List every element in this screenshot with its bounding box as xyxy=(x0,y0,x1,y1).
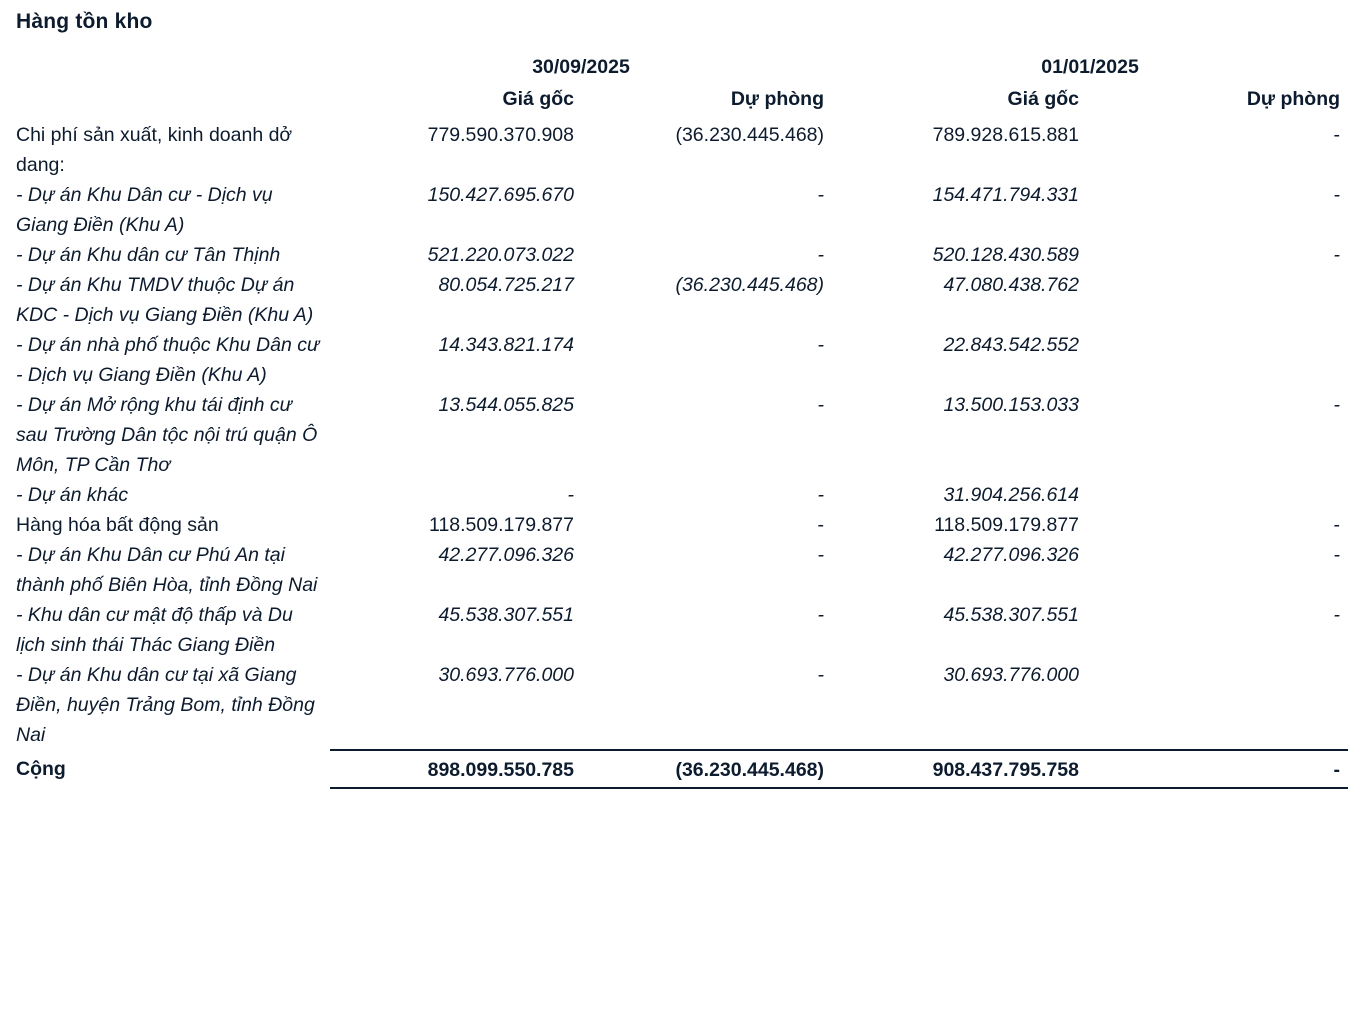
row-label: - Dự án Khu Dân cư Phú An tại thành phố Biên Hòa, tỉnh Đồng Nai xyxy=(16,544,318,596)
cell-provision-current: - xyxy=(817,604,825,626)
cell-provision-prior xyxy=(1087,480,1348,510)
cell-cost-prior: 45.538.307.551 xyxy=(943,604,1080,626)
header-cost-current: Giá gốc xyxy=(502,88,574,110)
table-row xyxy=(0,600,1348,660)
cell-cost-current: 779.590.370.908 xyxy=(427,124,574,146)
cell-provision-prior xyxy=(1087,330,1348,390)
cell-cost-prior: 789.928.615.881 xyxy=(932,124,1080,146)
cell-cost-prior: 42.277.096.326 xyxy=(943,544,1080,566)
table-body xyxy=(0,120,1348,788)
cell-cost-prior: 13.500.153.033 xyxy=(943,394,1080,416)
table-row xyxy=(0,330,1348,390)
header-row-subcolumns xyxy=(0,84,1348,120)
cell-provision-current: (36.230.445.468) xyxy=(675,124,825,146)
cell-cost-prior: 22.843.542.552 xyxy=(943,334,1080,356)
header-subcol-blank xyxy=(0,84,330,120)
table-row xyxy=(0,480,1348,510)
header-label-blank xyxy=(0,52,330,84)
cell-provision-prior: - xyxy=(1333,244,1341,266)
cell-cost-current: 14.343.821.174 xyxy=(438,334,574,356)
cell-cost-current: 150.427.695.670 xyxy=(427,184,574,206)
table-row xyxy=(0,540,1348,600)
row-label: - Dự án khác xyxy=(16,484,129,506)
table-row xyxy=(0,270,1348,330)
inventory-table xyxy=(0,52,1348,789)
table-row xyxy=(0,180,1348,240)
row-label: - Dự án Khu dân cư Tân Thịnh xyxy=(16,244,281,266)
header-period-current: 30/09/2025 xyxy=(532,56,630,78)
cell-provision-current: - xyxy=(817,394,825,416)
cell-cost-current: 521.220.073.022 xyxy=(427,244,574,266)
table-total-row xyxy=(0,750,1348,788)
cell-provision-prior: - xyxy=(1333,394,1341,416)
row-label: - Dự án Khu dân cư tại xã Giang Điền, huyện Trảng Bom, tỉnh Đồng Nai xyxy=(16,664,315,746)
row-label: Chi phí sản xuất, kinh doanh dở dang: xyxy=(16,124,293,176)
table-row xyxy=(0,660,1348,750)
cell-provision-prior: - xyxy=(1333,514,1341,536)
cell-provision-current: (36.230.445.468) xyxy=(675,274,825,296)
row-label: - Dự án Khu TMDV thuộc Dự án KDC - Dịch vụ Giang Điền (Khu A) xyxy=(16,274,314,326)
total-label: Cộng xyxy=(16,758,66,780)
row-label: Hàng hóa bất động sản xyxy=(16,514,219,536)
cell-cost-prior: 31.904.256.614 xyxy=(943,484,1080,506)
table-row xyxy=(0,240,1348,270)
cell-provision-current: - xyxy=(817,334,825,356)
row-label: - Dự án Mở rộng khu tái định cư sau Trường Dân tộc nội trú quận Ô Môn, TP Cần Thơ xyxy=(16,394,318,476)
row-label: - Dự án Khu Dân cư - Dịch vụ Giang Điền (Khu A) xyxy=(16,184,273,236)
total-cost-current: 898.099.550.785 xyxy=(330,750,582,788)
table-row xyxy=(0,510,1348,540)
cell-provision-current: - xyxy=(817,514,825,536)
row-label: - Khu dân cư mật độ thấp và Du lịch sinh thái Thác Giang Điền xyxy=(16,604,293,656)
cell-cost-prior: 47.080.438.762 xyxy=(943,274,1080,296)
cell-cost-current: 45.538.307.551 xyxy=(438,604,574,626)
cell-provision-prior: - xyxy=(1333,544,1341,566)
cell-provision-prior xyxy=(1087,270,1348,330)
cell-cost-prior: 154.471.794.331 xyxy=(932,184,1080,206)
total-provision-current: (36.230.445.468) xyxy=(582,750,832,788)
total-provision-prior: - xyxy=(1087,750,1348,788)
cell-cost-current: 42.277.096.326 xyxy=(438,544,574,566)
cell-cost-prior: 118.509.179.877 xyxy=(934,514,1080,536)
cell-cost-current: 13.544.055.825 xyxy=(438,394,574,416)
cell-provision-current: - xyxy=(817,544,825,566)
cell-cost-current: 30.693.776.000 xyxy=(438,664,574,686)
table-header xyxy=(0,52,1348,120)
header-provision-prior: Dự phòng xyxy=(1246,88,1341,110)
table-row xyxy=(0,120,1348,180)
page-title: Hàng tồn kho xyxy=(16,10,153,33)
cell-cost-current: 80.054.725.217 xyxy=(438,274,574,296)
cell-cost-prior: 30.693.776.000 xyxy=(943,664,1080,686)
cell-provision-prior: - xyxy=(1333,184,1341,206)
header-period-prior: 01/01/2025 xyxy=(1041,56,1139,78)
table-row xyxy=(0,390,1348,480)
header-provision-current: Dự phòng xyxy=(730,88,825,110)
header-cost-prior: Giá gốc xyxy=(1007,88,1080,110)
cell-cost-prior: 520.128.430.589 xyxy=(932,244,1080,266)
cell-provision-current: - xyxy=(817,664,825,686)
cell-provision-prior: - xyxy=(1333,124,1341,146)
cell-provision-prior: - xyxy=(1333,604,1341,626)
header-row-periods xyxy=(0,52,1348,84)
cell-cost-current: - xyxy=(567,484,574,506)
cell-provision-current: - xyxy=(817,244,825,266)
row-label: - Dự án nhà phố thuộc Khu Dân cư - Dịch vụ Giang Điền (Khu A) xyxy=(16,334,320,386)
cell-provision-prior xyxy=(1087,660,1348,750)
cell-provision-current: - xyxy=(817,184,825,206)
cell-provision-current: - xyxy=(817,484,825,506)
cell-cost-current: 118.509.179.877 xyxy=(429,514,574,536)
total-cost-prior: 908.437.795.758 xyxy=(832,750,1087,788)
